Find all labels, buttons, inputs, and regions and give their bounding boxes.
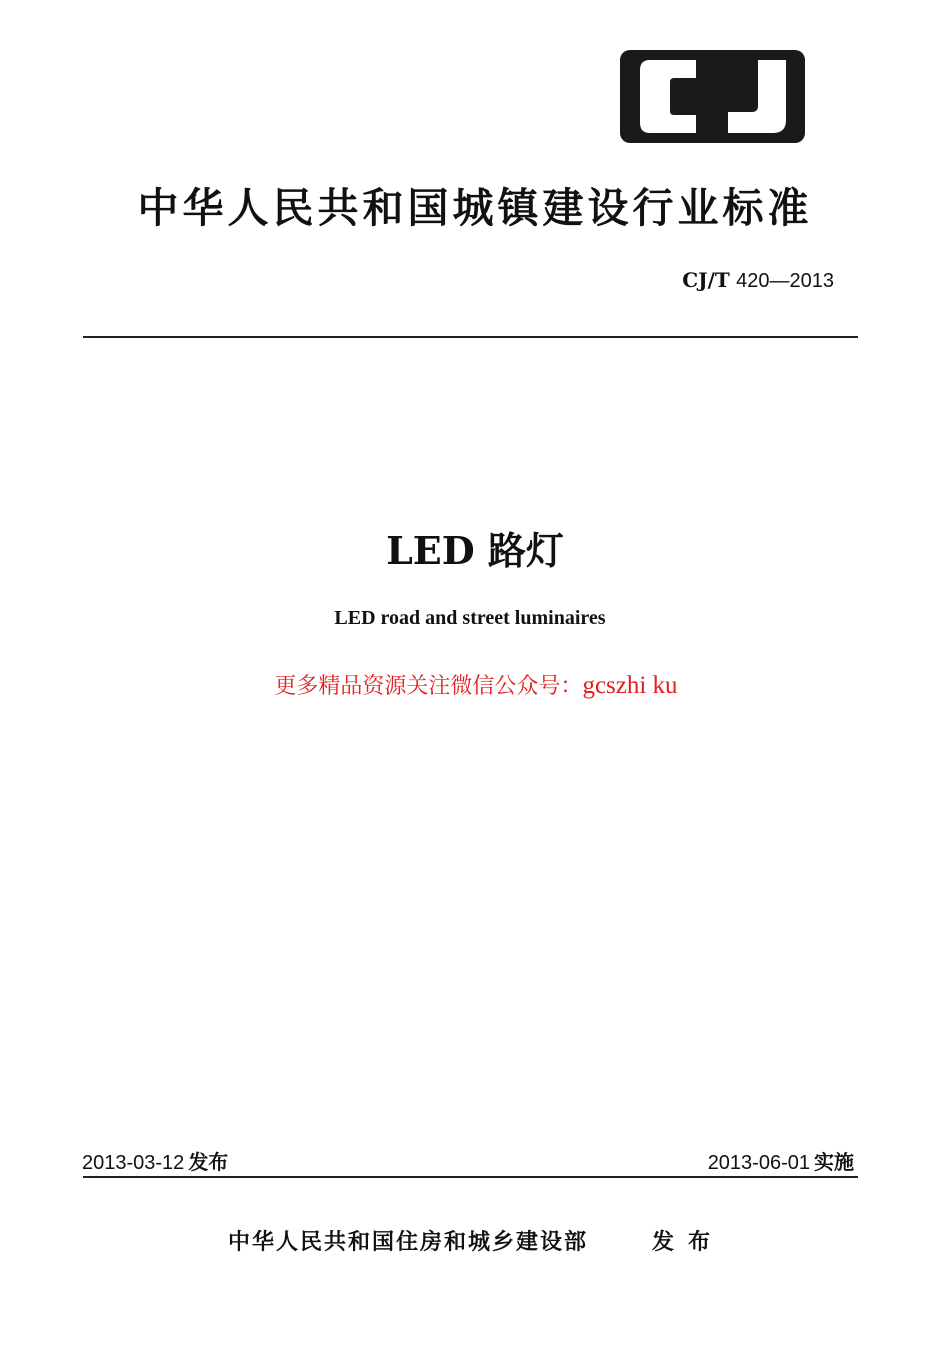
cj-logo	[620, 50, 805, 143]
effective-date	[708, 1146, 854, 1175]
top-divider	[83, 336, 858, 338]
effective-date-label: 实施	[814, 1150, 854, 1174]
cj-logo-mark	[620, 50, 805, 143]
issue-date	[82, 1146, 228, 1175]
promo-notice-text: 更多精品资源关注微信公众号：	[274, 674, 583, 699]
promo-notice	[0, 669, 950, 700]
document-title-chinese: LED 路灯	[386, 528, 564, 573]
promo-notice-handle: gcszhi ku	[582, 672, 678, 699]
issuing-authority-title: 中华人民共和国城镇建设行业标准	[137, 184, 813, 232]
standard-code	[682, 268, 834, 293]
standard-code-prefix: CJ/T	[682, 268, 730, 292]
standard-code-number: 420—2013	[736, 270, 834, 292]
document-title-english: LED road and street luminaires	[334, 607, 606, 629]
issue-date-value: 2013-03-12	[82, 1152, 185, 1174]
publisher-name: 中华人民共和国住房和城乡建设部	[228, 1230, 589, 1255]
effective-date-value: 2013-06-01	[707, 1152, 810, 1174]
issue-date-label: 发布	[188, 1150, 229, 1174]
bottom-divider	[83, 1176, 858, 1178]
publish-label: 发布	[652, 1230, 725, 1255]
